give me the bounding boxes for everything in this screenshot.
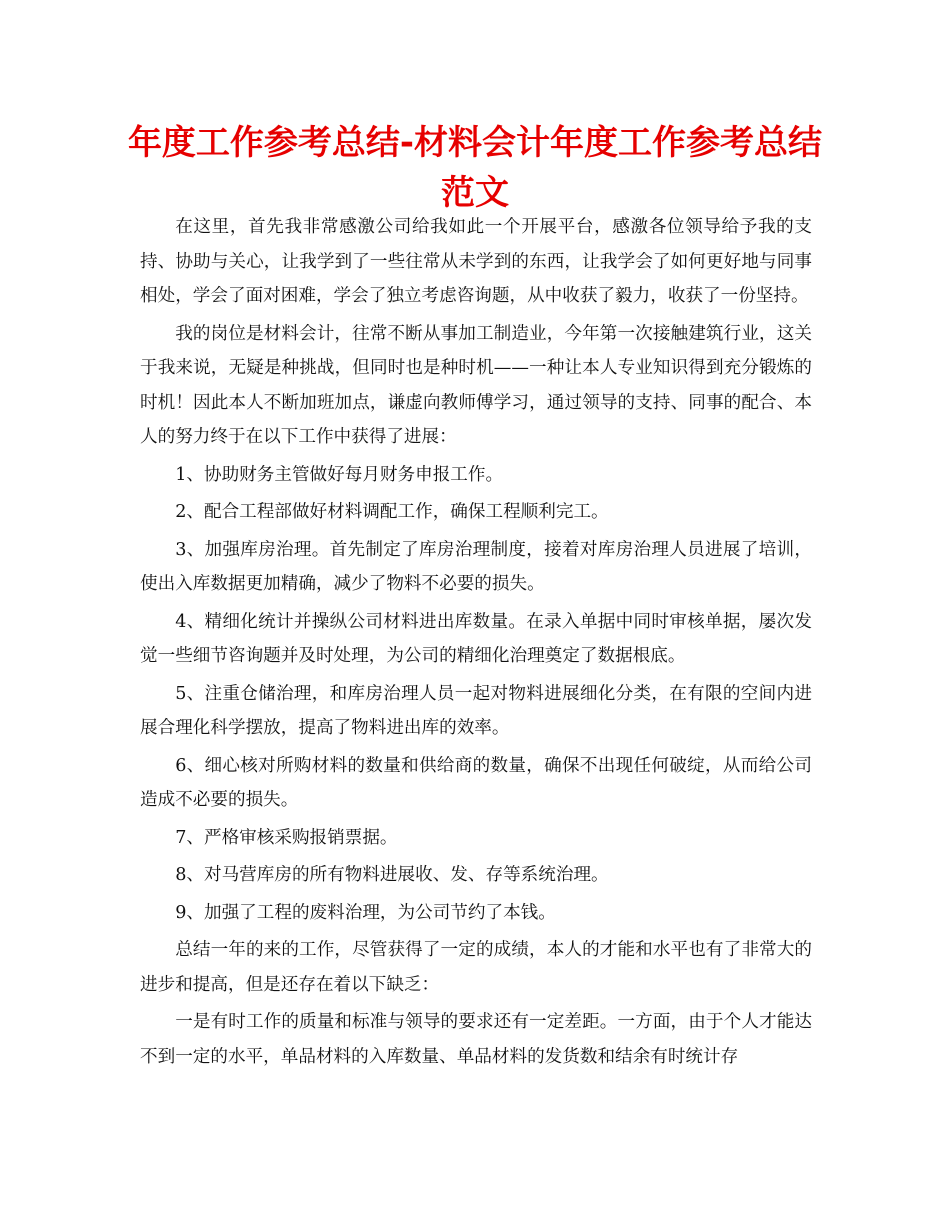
list-item: 4、精细化统计并操纵公司材料进出库数量。在录入单据中同时审核单据，屡次发觉一些细节咨询题并及时处理，为公司的精细化治理奠定了数据根底。: [140, 611, 812, 666]
document-body: [140, 210, 812, 1077]
document-title: 年度工作参考总结-材料会计年度工作参考总结范文: [127, 123, 823, 213]
paragraph: 在这里，首先我非常感激公司给我如此一个开展平台，感激各位领导给予我的支持、协助与关心，让我学到了一些往常从未学到的东西，让我学会了如何更好地与同事相处，学会了面对困难，学会了独立考虑咨询题，从中收获了毅力，收获了一份坚持。: [140, 217, 812, 306]
paragraph: 我的岗位是材料会计，往常不断从事加工制造业，今年第一次接触建筑行业，这关于我来说，无疑是种挑战，但同时也是种时机——一种让本人专业知识得到充分锻炼的时机！因此本人不断加班加点，谦虚向教师傅学习，通过领导的支持、同事的配合、本人的努力终于在以下工作中获得了进展：: [140, 323, 812, 447]
paragraph: 总结一年的来的工作，尽管获得了一定的成绩，本人的才能和水平也有了非常大的进步和提高，但是还存在着以下缺乏：: [140, 940, 812, 995]
list-item: 5、注重仓储治理，和库房治理人员一起对物料进展细化分类，在有限的空间内进展合理化科学摆放，提高了物料进出库的效率。: [140, 683, 812, 738]
list-item: 1、协助财务主管做好每月财务申报工作。: [175, 464, 504, 485]
list-item: 2、配合工程部做好材料调配工作，确保工程顺利完工。: [175, 502, 609, 522]
paragraph: 一是有时工作的质量和标准与领导的要求还有一定差距。一方面，由于个人才能达不到一定的水平，单品材料的入库数量、单品材料的发货数和结余有时统计存: [140, 1012, 812, 1067]
list-item: 8、对马营库房的所有物料进展收、发、存等系统治理。: [175, 865, 609, 885]
list-item: 3、加强库房治理。首先制定了库房治理制度，接着对库房治理人员进展了培训，使出入库数据更加精确，减少了物料不必要的损失。: [140, 539, 812, 594]
list-item: 6、细心核对所购材料的数量和供给商的数量，确保不出现任何破绽，从而给公司造成不必要的损失。: [140, 755, 812, 810]
list-item: 9、加强了工程的废料治理，为公司节约了本钱。: [175, 902, 556, 923]
list-item: 7、严格审核采购报销票据。: [175, 827, 398, 848]
